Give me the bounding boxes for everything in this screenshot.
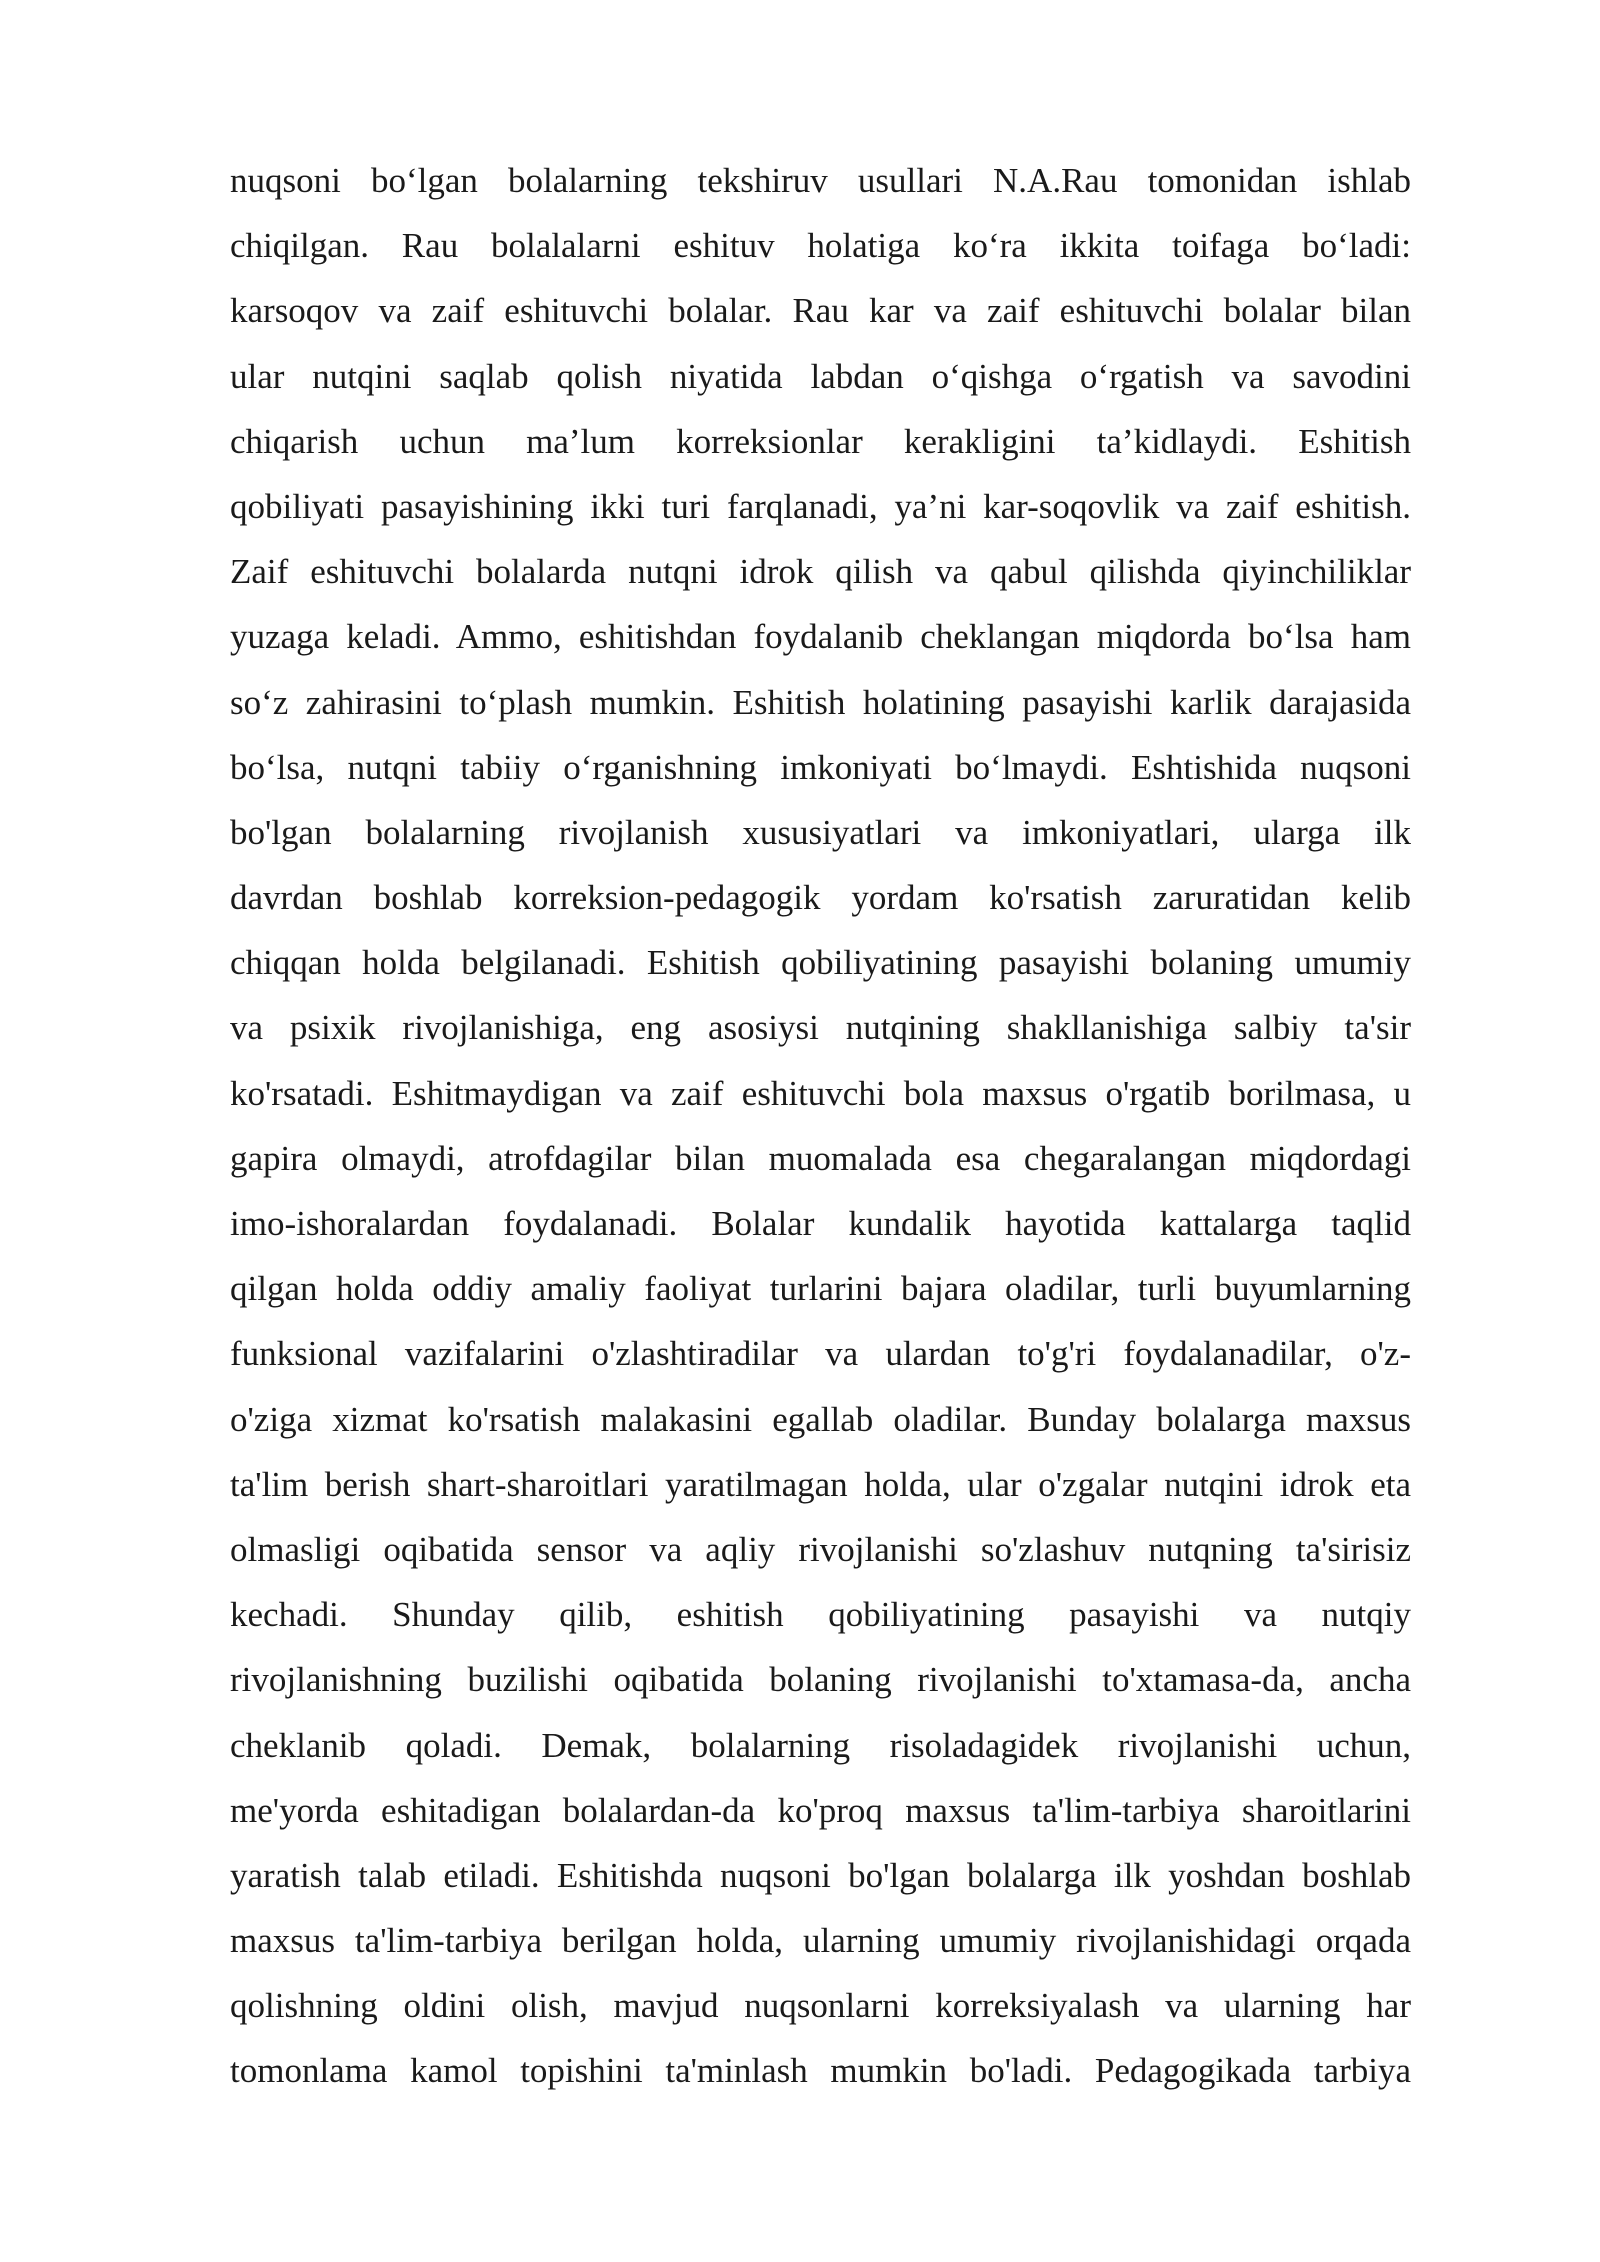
text-line: kechadi. Shunday qilib, eshitish qobiliyatining pasayishi va nutqiy bbox=[230, 1595, 1411, 1635]
text-line: qilgan holda oddiy amaliy faoliyat turlarini bajara oladilar, turli buyumlarning bbox=[230, 1269, 1411, 1309]
text-line: karsoqov va zaif eshituvchi bolalar. Rau kar va zaif eshituvchi bolalar bilan bbox=[230, 291, 1411, 331]
text-line: olmasligi oqibatida sensor va aqliy rivojlanishi so'zlashuv nutqning ta'sirisiz bbox=[230, 1529, 1411, 1569]
text-line: o'ziga xizmat ko'rsatish malakasini egallab oladilar. Bunday bolalarga maxsus bbox=[230, 1399, 1411, 1439]
text-line: imo-ishoralardan foydalanadi. Bolalar kundalik hayotida kattalarga taqlid bbox=[230, 1204, 1411, 1243]
text-line: me'yorda eshitadigan bolalardan-da ko'proq maxsus ta'lim-tarbiya sharoitlarini bbox=[230, 1790, 1411, 1830]
text-line: chiqarish uchun ma’lum korreksionlar kerakligini ta’kidlaydi. Eshitish bbox=[230, 421, 1411, 461]
text-line: Zaif eshituvchi bolalarda nutqni idrok qilish va qabul qilishda qiyinchiliklar bbox=[230, 552, 1411, 592]
text-line: rivojlanishning buzilishi oqibatida bolaning rivojlanishi to'xtamasa-da, ancha bbox=[230, 1660, 1411, 1700]
text-line: davrdan boshlab korreksion-pedagogik yordam ko'rsatish zaruratidan kelib bbox=[230, 878, 1411, 918]
text-line: chiqilgan. Rau bolalalarni eshituv holatiga koʻra ikkita toifaga boʻladi: bbox=[230, 226, 1411, 266]
text-line: ta'lim berish shart-sharoitlari yaratilmagan holda, ular o'zgalar nutqini idrok eta bbox=[230, 1464, 1411, 1504]
text-line: cheklanib qoladi. Demak, bolalarning risoladagidek rivojlanishi uchun, bbox=[230, 1725, 1411, 1765]
text-line: va psixik rivojlanishiga, eng asosiysi nutqining shakllanishiga salbiy ta'sir bbox=[230, 1008, 1411, 1048]
text-line: soʻz zahirasini toʻplash mumkin. Eshitish holatining pasayishi karlik darajasida bbox=[230, 682, 1411, 722]
text-line: yaratish talab etiladi. Eshitishda nuqsoni bo'lgan bolalarga ilk yoshdan boshlab bbox=[230, 1855, 1411, 1895]
text-line: ular nutqini saqlab qolish niyatida labdan oʻqishga oʻrgatish va savodini bbox=[230, 356, 1411, 396]
text-line: funksional vazifalarini o'zlashtiradilar va ulardan to'g'ri foydalanadilar, o'z- bbox=[230, 1334, 1411, 1374]
text-line: maxsus ta'lim-tarbiya berilgan holda, ularning umumiy rivojlanishidagi orqada bbox=[230, 1921, 1411, 1961]
text-line: chiqqan holda belgilanadi. Eshitish qobiliyatining pasayishi bolaning umumiy bbox=[230, 943, 1411, 983]
text-line: yuzaga keladi. Ammo, eshitishdan foydalanib cheklangan miqdorda boʻlsa ham bbox=[230, 617, 1411, 657]
text-line: qobiliyati pasayishining ikki turi farqlanadi, ya’ni kar-soqovlik va zaif eshitish. bbox=[230, 486, 1411, 526]
text-line: tomonlama kamol topishini ta'minlash mumkin bo'ladi. Pedagogikada tarbiya bbox=[230, 2051, 1411, 2091]
text-line: gapira olmaydi, atrofdagilar bilan muomalada esa chegaralangan miqdordagi bbox=[230, 1138, 1411, 1178]
text-line: ko'rsatadi. Eshitmaydigan va zaif eshituvchi bola maxsus o'rgatib borilmasa, u bbox=[230, 1073, 1411, 1113]
text-line: qolishning oldini olish, mavjud nuqsonlarni korreksiyalash va ularning har bbox=[230, 1986, 1411, 2026]
text-line: bo'lgan bolalarning rivojlanish xususiyatlari va imkoniyatlari, ularga ilk bbox=[230, 812, 1411, 852]
text-line: nuqsoni boʻlgan bolalarning tekshiruv usullari N.A.Rau tomonidan ishlab bbox=[230, 161, 1411, 200]
body-paragraph bbox=[230, 148, 1411, 2104]
text-line: boʻlsa, nutqni tabiiy oʻrganishning imkoniyati boʻlmaydi. Eshtishida nuqsoni bbox=[230, 747, 1411, 787]
